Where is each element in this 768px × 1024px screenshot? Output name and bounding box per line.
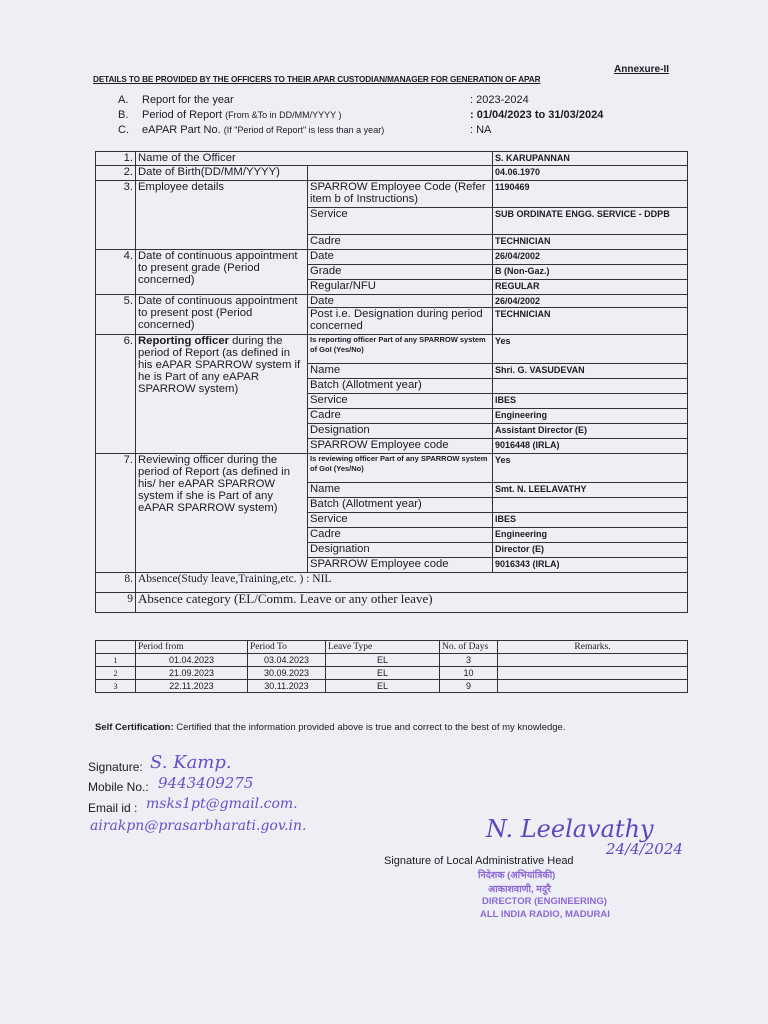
empty-cell	[308, 166, 493, 181]
document-heading: DETAILS TO BE PROVIDED BY THE OFFICERS TO THEIR APAR CUSTODIAN/MANAGER FOR GENERATION OF APAR	[93, 75, 541, 84]
mobile-number: 9443409275	[158, 774, 254, 792]
leave-sl: 3	[96, 680, 136, 693]
field-label	[136, 335, 308, 454]
field-label: Reviewing officer during the period of Report (as defined in his/ her eAPAR SPARROW system if she is Part of any eAPAR SPARROW system)	[136, 454, 308, 573]
meta-row-period	[118, 109, 342, 121]
meta-letter: B.	[118, 109, 129, 121]
leave-to: 03.04.2023	[248, 654, 326, 667]
signature-handwritten: S. Kamp.	[150, 752, 232, 773]
leave-header-row	[96, 641, 688, 654]
field-label: Absence(Study leave,Training,etc. ) : NIL	[136, 573, 688, 593]
sparrow-question: Is reporting officer Part of any SPARROW system of GoI (Yes/No)	[308, 335, 493, 364]
leave-sl: 2	[96, 667, 136, 680]
sub-field-value: B (Non-Gaz.)	[493, 265, 688, 280]
sub-field-label: Post i.e. Designation during period concerned	[308, 308, 493, 335]
sub-field-label: SPARROW Employee Code (Refer item b of Instructions)	[308, 181, 493, 208]
sub-field-label: Batch (Allotment year)	[308, 498, 493, 513]
leave-remarks	[498, 667, 688, 680]
email-label: Email id :	[88, 801, 138, 815]
field-label-bold: Reporting officer	[138, 335, 230, 347]
leave-header-sl	[96, 641, 136, 654]
field-label: Absence category (EL/Comm. Leave or any other leave)	[136, 593, 688, 613]
table-row	[96, 250, 688, 265]
sub-field-value: 9016448 (IRLA)	[493, 439, 688, 454]
meta-letter: A.	[118, 94, 129, 106]
field-label: Date of Birth(DD/MM/YYYY)	[136, 166, 308, 181]
field-value: S. KARUPANNAN	[493, 152, 688, 166]
stamp-line: ALL INDIA RADIO, MADURAI	[480, 909, 610, 920]
leave-days: 9	[440, 680, 498, 693]
sub-field-label: Cadre	[308, 409, 493, 424]
self-certification	[95, 722, 565, 733]
leave-type: EL	[326, 654, 440, 667]
sub-field-label: Service	[308, 394, 493, 409]
row-number: 6.	[96, 335, 136, 454]
field-label: Date of continuous appointment to present post (Period concerned)	[136, 295, 308, 335]
leave-header-days: No. of Days	[440, 641, 498, 654]
field-label: Date of continuous appointment to present grade (Period concerned)	[136, 250, 308, 295]
sub-field-value: 26/04/2002	[493, 295, 688, 308]
admin-signature: N. Leelavathy	[486, 815, 654, 843]
sub-field-label: SPARROW Employee code	[308, 439, 493, 454]
stamp-line: निदेशक (अभियांत्रिकी)	[478, 870, 556, 881]
sub-field-label: Regular/NFU	[308, 280, 493, 295]
leave-to: 30.09.2023	[248, 667, 326, 680]
leave-from: 21.09.2023	[136, 667, 248, 680]
sub-field-label: SPARROW Employee code	[308, 558, 493, 573]
sub-field-value: Engineering	[493, 409, 688, 424]
table-row	[96, 593, 688, 613]
table-row	[96, 152, 688, 166]
row-number: 7.	[96, 454, 136, 573]
leave-from: 22.11.2023	[136, 680, 248, 693]
meta-value-part: : NA	[470, 124, 492, 136]
leave-remarks	[498, 680, 688, 693]
sub-field-value: SUB ORDINATE ENGG. SERVICE - DDPB	[493, 208, 688, 235]
meta-value-period: : 01/04/2023 to 31/03/2024	[470, 109, 604, 121]
leave-days: 10	[440, 667, 498, 680]
meta-row-part	[118, 124, 384, 136]
leave-header-from: Period from	[136, 641, 248, 654]
sub-field-value: Smt. N. LEELAVATHY	[493, 483, 688, 498]
sub-field-value: Director (E)	[493, 543, 688, 558]
sub-field-value: 26/04/2002	[493, 250, 688, 265]
meta-note: (If "Period of Report" is less than a year)	[223, 125, 385, 135]
sub-field-value: 9016343 (IRLA)	[493, 558, 688, 573]
meta-label: eAPAR Part No.	[142, 124, 221, 136]
email-address: msks1pt@gmail.com.	[146, 796, 298, 812]
field-label-rest: during the period of Report (as defined in his eAPAR SPARROW system if he is Part of any eAPAR SPARROW system)	[138, 335, 301, 395]
meta-letter: C.	[118, 124, 129, 136]
table-row	[96, 166, 688, 181]
sub-field-value: REGULAR	[493, 280, 688, 295]
field-value: 04.06.1970	[493, 166, 688, 181]
sub-field-label: Grade	[308, 265, 493, 280]
sub-field-label: Cadre	[308, 528, 493, 543]
leave-days: 3	[440, 654, 498, 667]
sub-field-value: IBES	[493, 513, 688, 528]
sub-field-label: Service	[308, 208, 493, 235]
stamp-line: DIRECTOR (ENGINEERING)	[482, 896, 607, 907]
self-certification-text: Certified that the information provided above is true and correct to the best of my knowledge.	[173, 722, 566, 733]
sub-field-label: Designation	[308, 424, 493, 439]
field-label: Employee details	[136, 181, 308, 250]
table-row	[96, 295, 688, 308]
sub-field-value: Assistant Director (E)	[493, 424, 688, 439]
admin-signature-date: 24/4/2024	[606, 840, 683, 858]
field-label: Name of the Officer	[136, 152, 493, 166]
sub-field-value	[493, 498, 688, 513]
officer-details-table	[95, 151, 688, 613]
row-number: 9	[96, 593, 136, 613]
leave-type: EL	[326, 680, 440, 693]
email-address-secondary: airakpn@prasarbharati.gov.in.	[90, 818, 307, 834]
meta-label: Report for the year	[142, 94, 234, 106]
leave-header-type: Leave Type	[326, 641, 440, 654]
sparrow-answer: Yes	[493, 454, 688, 483]
self-certification-title: Self Certification:	[95, 722, 174, 733]
sub-field-value: Engineering	[493, 528, 688, 543]
table-row	[96, 573, 688, 593]
row-number: 4.	[96, 250, 136, 295]
sub-field-label: Service	[308, 513, 493, 528]
sub-field-value: TECHNICIAN	[493, 308, 688, 335]
meta-row-year	[118, 94, 234, 106]
table-row	[96, 335, 688, 364]
table-row	[96, 181, 688, 208]
sub-field-value: 1190469	[493, 181, 688, 208]
row-number: 1.	[96, 152, 136, 166]
meta-value-year: : 2023-2024	[470, 94, 529, 106]
leave-header-remarks: Remarks.	[498, 641, 688, 654]
leave-type: EL	[326, 667, 440, 680]
sparrow-answer: Yes	[493, 335, 688, 364]
table-row	[96, 667, 688, 680]
row-number: 2.	[96, 166, 136, 181]
leave-to: 30.11.2023	[248, 680, 326, 693]
signature-label: Signature:	[88, 760, 143, 774]
sub-field-value: IBES	[493, 394, 688, 409]
admin-signature-label: Signature of Local Administrative Head	[384, 855, 574, 867]
sub-field-value: TECHNICIAN	[493, 235, 688, 250]
table-row	[96, 680, 688, 693]
sub-field-label: Date	[308, 295, 493, 308]
sub-field-label: Designation	[308, 543, 493, 558]
meta-note: (From &To in DD/MM/YYYY )	[225, 110, 342, 120]
sub-field-value	[493, 379, 688, 394]
row-number: 3.	[96, 181, 136, 250]
sparrow-question: Is reviewing officer Part of any SPARROW system of GoI (Yes/No)	[308, 454, 493, 483]
table-row	[96, 654, 688, 667]
meta-label: Period of Report	[142, 109, 223, 121]
mobile-label: Mobile No.:	[88, 780, 149, 794]
sub-field-label: Date	[308, 250, 493, 265]
sub-field-label: Cadre	[308, 235, 493, 250]
sub-field-label: Batch (Allotment year)	[308, 379, 493, 394]
row-number: 8.	[96, 573, 136, 593]
leave-remarks	[498, 654, 688, 667]
annexure-label: Annexure-II	[614, 64, 670, 75]
stamp-line: आकाशवाणी, मदुरै	[488, 884, 551, 895]
leave-header-to: Period To	[248, 641, 326, 654]
leave-sl: 1	[96, 654, 136, 667]
sub-field-label: Name	[308, 364, 493, 379]
leave-from: 01.04.2023	[136, 654, 248, 667]
row-number: 5.	[96, 295, 136, 335]
leave-table	[95, 640, 688, 693]
table-row	[96, 454, 688, 483]
sub-field-label: Name	[308, 483, 493, 498]
sub-field-value: Shri. G. VASUDEVAN	[493, 364, 688, 379]
